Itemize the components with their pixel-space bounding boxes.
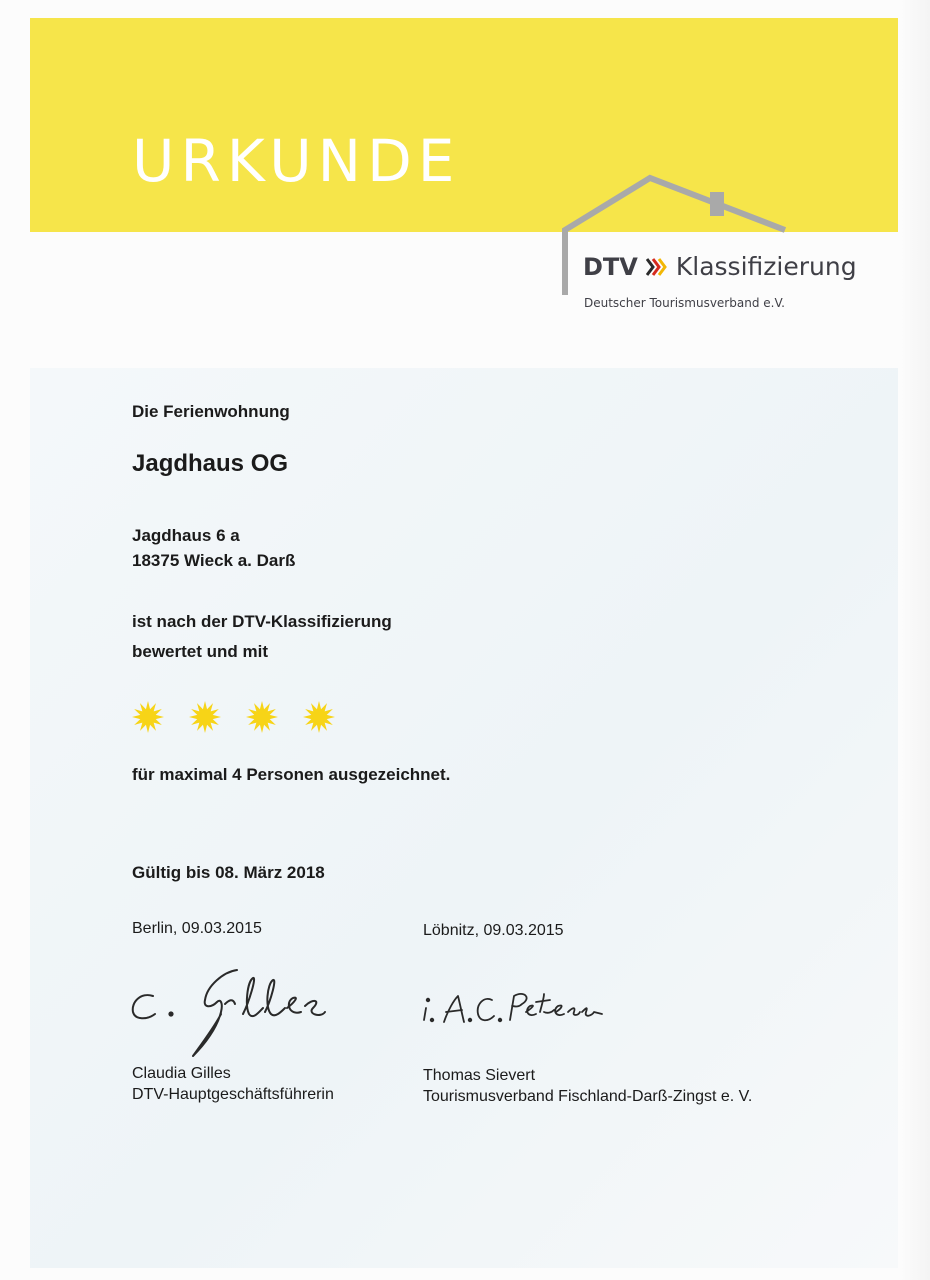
signatory-1-name: Claudia Gilles — [132, 1065, 231, 1082]
signatory-2-name: Thomas Sievert — [423, 1067, 536, 1084]
chevrons-icon — [646, 257, 668, 277]
logo-subtitle: Deutscher Tourismusverband e.V. — [584, 296, 785, 310]
paper-edge — [900, 0, 930, 1280]
validity-text: Gültig bis 08. März 2018 — [132, 863, 325, 882]
star-icon — [131, 700, 165, 734]
address-line-1: Jagdhaus 6 a — [132, 526, 240, 545]
star-rating — [131, 700, 336, 734]
logo-klassifizierung-text: Klassifizierung — [675, 252, 857, 281]
signatory-1-role: DTV-Hauptgeschäftsführerin — [132, 1086, 334, 1103]
capacity-text: für maximal 4 Personen ausgezeichnet. — [132, 765, 451, 784]
signatory-2-role: Tourismusverband Fischland-Darß-Zingst e. V. — [423, 1088, 753, 1105]
statement-line-2: bewertet und mit — [132, 642, 269, 661]
address-line-2: 18375 Wieck a. Darß — [132, 551, 296, 570]
intro-text: Die Ferienwohnung — [132, 402, 290, 421]
dtv-logo — [583, 252, 857, 281]
statement-line-1: ist nach der DTV-Klassifizierung — [132, 612, 392, 631]
star-icon — [302, 700, 336, 734]
document-title: URKUNDE — [132, 127, 461, 195]
star-icon — [245, 700, 279, 734]
star-icon — [188, 700, 222, 734]
signature-claudia-gilles — [125, 962, 335, 1062]
property-name: Jagdhaus OG — [132, 450, 289, 477]
signatory-1-place-date: Berlin, 09.03.2015 — [132, 920, 262, 937]
signature-petersen — [418, 982, 608, 1032]
content-background — [30, 368, 898, 1268]
signatory-2-place-date: Löbnitz, 09.03.2015 — [423, 922, 564, 939]
logo-dtv-text: DTV — [583, 252, 638, 281]
